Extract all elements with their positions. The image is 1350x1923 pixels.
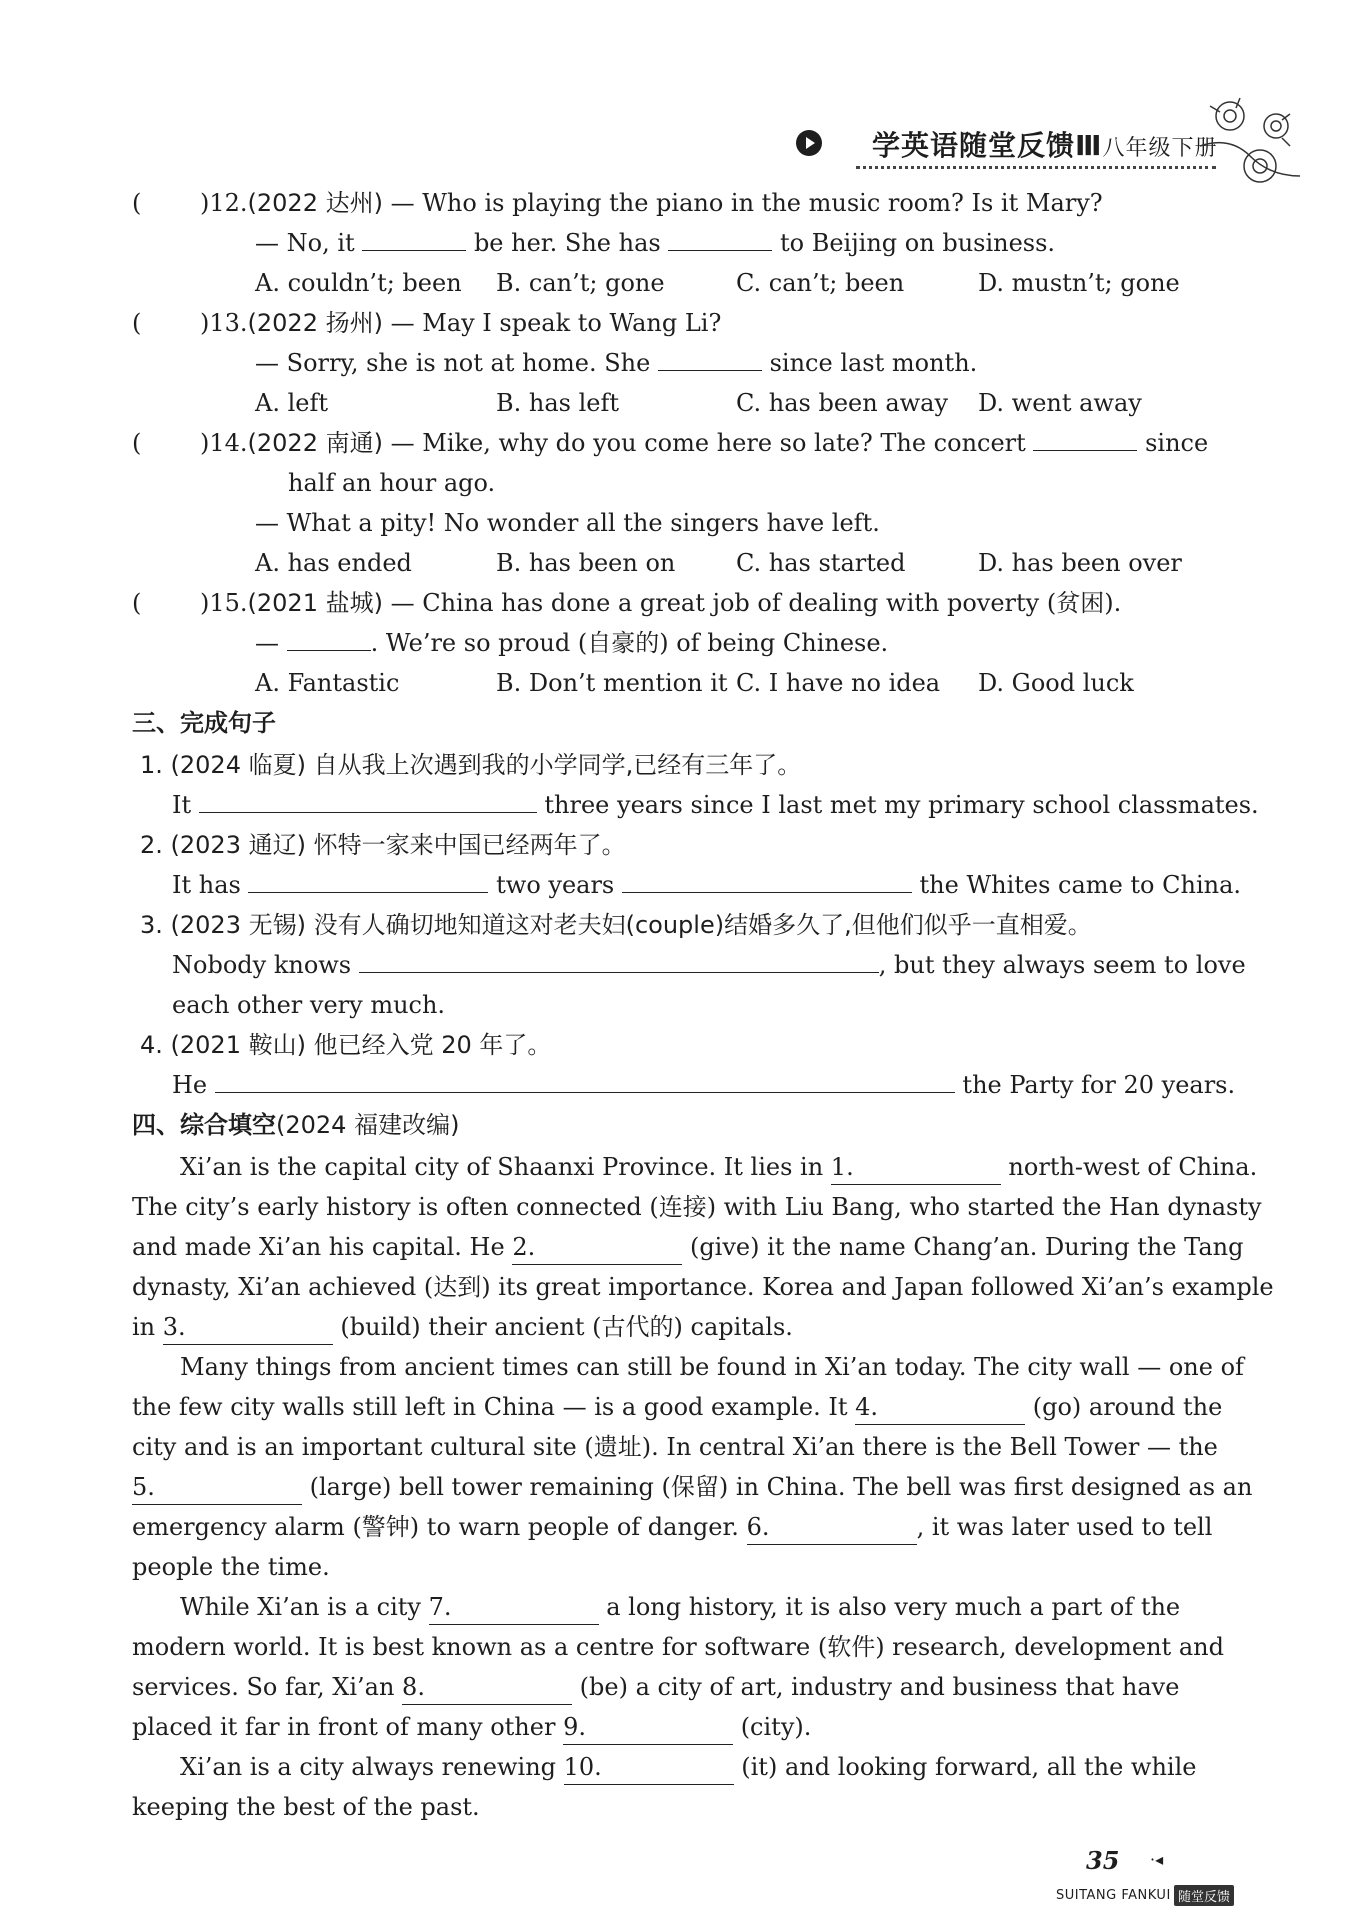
passage-line [132, 1430, 1218, 1464]
passage-text: modern world. It is best known as a centre for software (软件) research, development and [132, 1633, 1224, 1661]
passage-line [132, 1470, 1252, 1504]
passage-text: emergency alarm (警钟) to warn people of danger. [132, 1513, 747, 1541]
passage-line [132, 1550, 330, 1584]
q13-option-d[interactable]: D. went away [978, 389, 1142, 417]
passage-text: The city’s early history is often connected (连接) with Liu Bang, who started the Han dynasty [132, 1193, 1262, 1221]
passage-text: While Xi’an is a city [180, 1593, 429, 1621]
numbered-blank[interactable]: 2. [512, 1230, 682, 1265]
q12-option-c[interactable]: C. can’t; been [736, 269, 905, 297]
numbered-blank[interactable]: 5. [132, 1470, 302, 1505]
numbered-blank[interactable]: 9. [563, 1710, 733, 1745]
passage-line [180, 1350, 1244, 1384]
passage-text: dynasty, Xi’an achieved (达到) its great importance. Korea and Japan followed Xi’an’s example [132, 1273, 1274, 1301]
passage-text: (give) it the name Chang’an. During the Tang [682, 1233, 1244, 1261]
passage-text: north-west of China. [1000, 1153, 1258, 1181]
passage-line [132, 1630, 1224, 1664]
passage-line [132, 1790, 480, 1824]
passage-text: (it) and looking forward, all the while [733, 1753, 1197, 1781]
page-number: 35 [1086, 1846, 1120, 1875]
s3-item1-cn: 1. (2024 临夏) 自从我上次遇到我的小学同学,已经有三年了。 [140, 751, 802, 779]
footer-brand: SUITANG FANKUI [1056, 1888, 1171, 1903]
s3-item4-en: He the Party for 20 years. [172, 1068, 1235, 1102]
answer-blank[interactable] [622, 868, 912, 893]
q14-line2: half an hour ago. [288, 469, 496, 497]
answer-blank[interactable] [248, 868, 488, 893]
passage-text: services. So far, Xi’an [132, 1673, 403, 1701]
play-icon [796, 130, 822, 156]
numbered-blank[interactable]: 6. [747, 1510, 917, 1545]
q14-option-c[interactable]: C. has started [736, 549, 906, 577]
passage-line [180, 1750, 1196, 1784]
numbered-blank[interactable]: 7. [429, 1590, 599, 1625]
q12-option-a[interactable]: A. couldn’t; been [255, 269, 462, 297]
passage-line [132, 1230, 1243, 1264]
q14-paren: ( [132, 429, 142, 457]
footer-arrow-icon: ·◂ [1150, 1850, 1164, 1869]
footer-badge: 随堂反馈 [1174, 1885, 1234, 1906]
q15-option-b[interactable]: B. Don’t mention it [496, 669, 728, 697]
q12-option-b[interactable]: B. can’t; gone [496, 269, 665, 297]
q14-option-d[interactable]: D. has been over [978, 549, 1182, 577]
passage-line [132, 1710, 811, 1744]
s3-item1-en: It three years since I last met my primary school classmates. [172, 788, 1259, 822]
passage-text: (build) their ancient (古代的) capitals. [332, 1313, 793, 1341]
passage-text: the few city walls still left in China — is a good example. It [132, 1393, 856, 1421]
q12-line1: )12.(2022 达州) — Who is playing the piano in the music room? Is it Mary? [200, 189, 1103, 217]
section3-heading: 三、完成句子 [132, 709, 276, 737]
passage-line [132, 1670, 1179, 1704]
q12-option-d[interactable]: D. mustn’t; gone [978, 269, 1180, 297]
s3-item2-cn: 2. (2023 通辽) 怀特一家来中国已经两年了。 [140, 831, 626, 859]
s3-item2-en: It has two years the Whites came to China. [172, 868, 1241, 902]
answer-blank[interactable] [199, 788, 537, 813]
passage-text: Many things from ancient times can still be found in Xi’an today. The city wall — one of [180, 1353, 1244, 1381]
passage-text: Xi’an is the capital city of Shaanxi Province. It lies in [180, 1153, 831, 1181]
passage-text: keeping the best of the past. [132, 1793, 480, 1821]
numbered-blank[interactable]: 1. [831, 1150, 1001, 1185]
q14-option-a[interactable]: A. has ended [255, 549, 412, 577]
answer-blank[interactable] [1033, 426, 1137, 451]
s3-item3-en-cont: each other very much. [172, 991, 446, 1019]
q12-paren: ( [132, 189, 142, 217]
answer-blank[interactable] [215, 1068, 955, 1093]
q12-line2: — No, it be her. She has to Beijing on business. [255, 226, 1055, 260]
q13-option-a[interactable]: A. left [255, 389, 328, 417]
numbered-blank[interactable]: 4. [855, 1390, 1025, 1425]
header-title: 学英语随堂反馈Ⅲ八年级下册 [872, 129, 1218, 162]
numbered-blank[interactable]: 3. [163, 1310, 333, 1345]
s3-item4-cn: 4. (2021 鞍山) 他已经入党 20 年了。 [140, 1031, 552, 1059]
s3-item3-en: Nobody knows , but they always seem to love [172, 948, 1246, 982]
passage-line [132, 1390, 1222, 1424]
passage-text: placed it far in front of many other [132, 1713, 564, 1741]
passage-text: people the time. [132, 1553, 330, 1581]
q14-option-b[interactable]: B. has been on [496, 549, 676, 577]
q15-line1: )15.(2021 盐城) — China has done a great job of dealing with poverty (贫困). [200, 589, 1122, 617]
q15-option-a[interactable]: A. Fantastic [255, 669, 400, 697]
passage-text: , it was later used to tell [916, 1513, 1213, 1541]
passage-line [132, 1190, 1262, 1224]
q13-paren: ( [132, 309, 142, 337]
answer-blank[interactable] [658, 346, 762, 371]
passage-text: city and is an important cultural site (遗址). In central Xi’an there is the Bell Tower — the [132, 1433, 1218, 1461]
q13-option-c[interactable]: C. has been away [736, 389, 949, 417]
s3-item3-cn: 3. (2023 无锡) 没有人确切地知道这对老夫妇(couple)结婚多久了,但他们似乎一直相爱。 [140, 911, 1092, 939]
passage-text: (go) around the [1025, 1393, 1223, 1421]
passage-line [180, 1590, 1180, 1624]
q14-line1: )14.(2022 南通) — Mike, why do you come here so late? The concert since [200, 426, 1208, 460]
numbered-blank[interactable]: 8. [402, 1670, 572, 1705]
q13-line2: — Sorry, she is not at home. She since last month. [255, 346, 977, 380]
passage-text: (large) bell tower remaining (保留) in China. The bell was first designed as an [302, 1473, 1253, 1501]
passage-line [132, 1310, 793, 1344]
q15-option-c[interactable]: C. I have no idea [736, 669, 941, 697]
q13-option-b[interactable]: B. has left [496, 389, 620, 417]
passage-text: a long history, it is also very much a part of the [598, 1593, 1181, 1621]
passage-text: (city). [733, 1713, 812, 1741]
answer-blank[interactable] [668, 226, 772, 251]
answer-blank[interactable] [362, 226, 466, 251]
passage-text: and made Xi’an his capital. He [132, 1233, 513, 1261]
passage-text: Xi’an is a city always renewing [180, 1753, 564, 1781]
passage-line [180, 1150, 1257, 1184]
flower-ornament-icon [1190, 86, 1310, 196]
q15-line2: — . We’re so proud (自豪的) of being Chinese. [255, 626, 888, 660]
q15-paren: ( [132, 589, 142, 617]
passage-text: in [132, 1313, 163, 1341]
q13-line1: )13.(2022 扬州) — May I speak to Wang Li? [200, 309, 722, 337]
numbered-blank[interactable]: 10. [564, 1750, 734, 1785]
passage-text: (be) a city of art, industry and business that have [572, 1673, 1180, 1701]
section4-heading: 四、综合填空(2024 福建改编) [132, 1111, 460, 1139]
passage-line [132, 1270, 1274, 1304]
answer-blank[interactable] [287, 626, 371, 651]
passage-line [132, 1510, 1212, 1544]
header-dotted-rule [856, 166, 1216, 169]
q15-option-d[interactable]: D. Good luck [978, 669, 1134, 697]
answer-blank[interactable] [359, 948, 879, 973]
q14-line3: — What a pity! No wonder all the singers have left. [255, 509, 880, 537]
